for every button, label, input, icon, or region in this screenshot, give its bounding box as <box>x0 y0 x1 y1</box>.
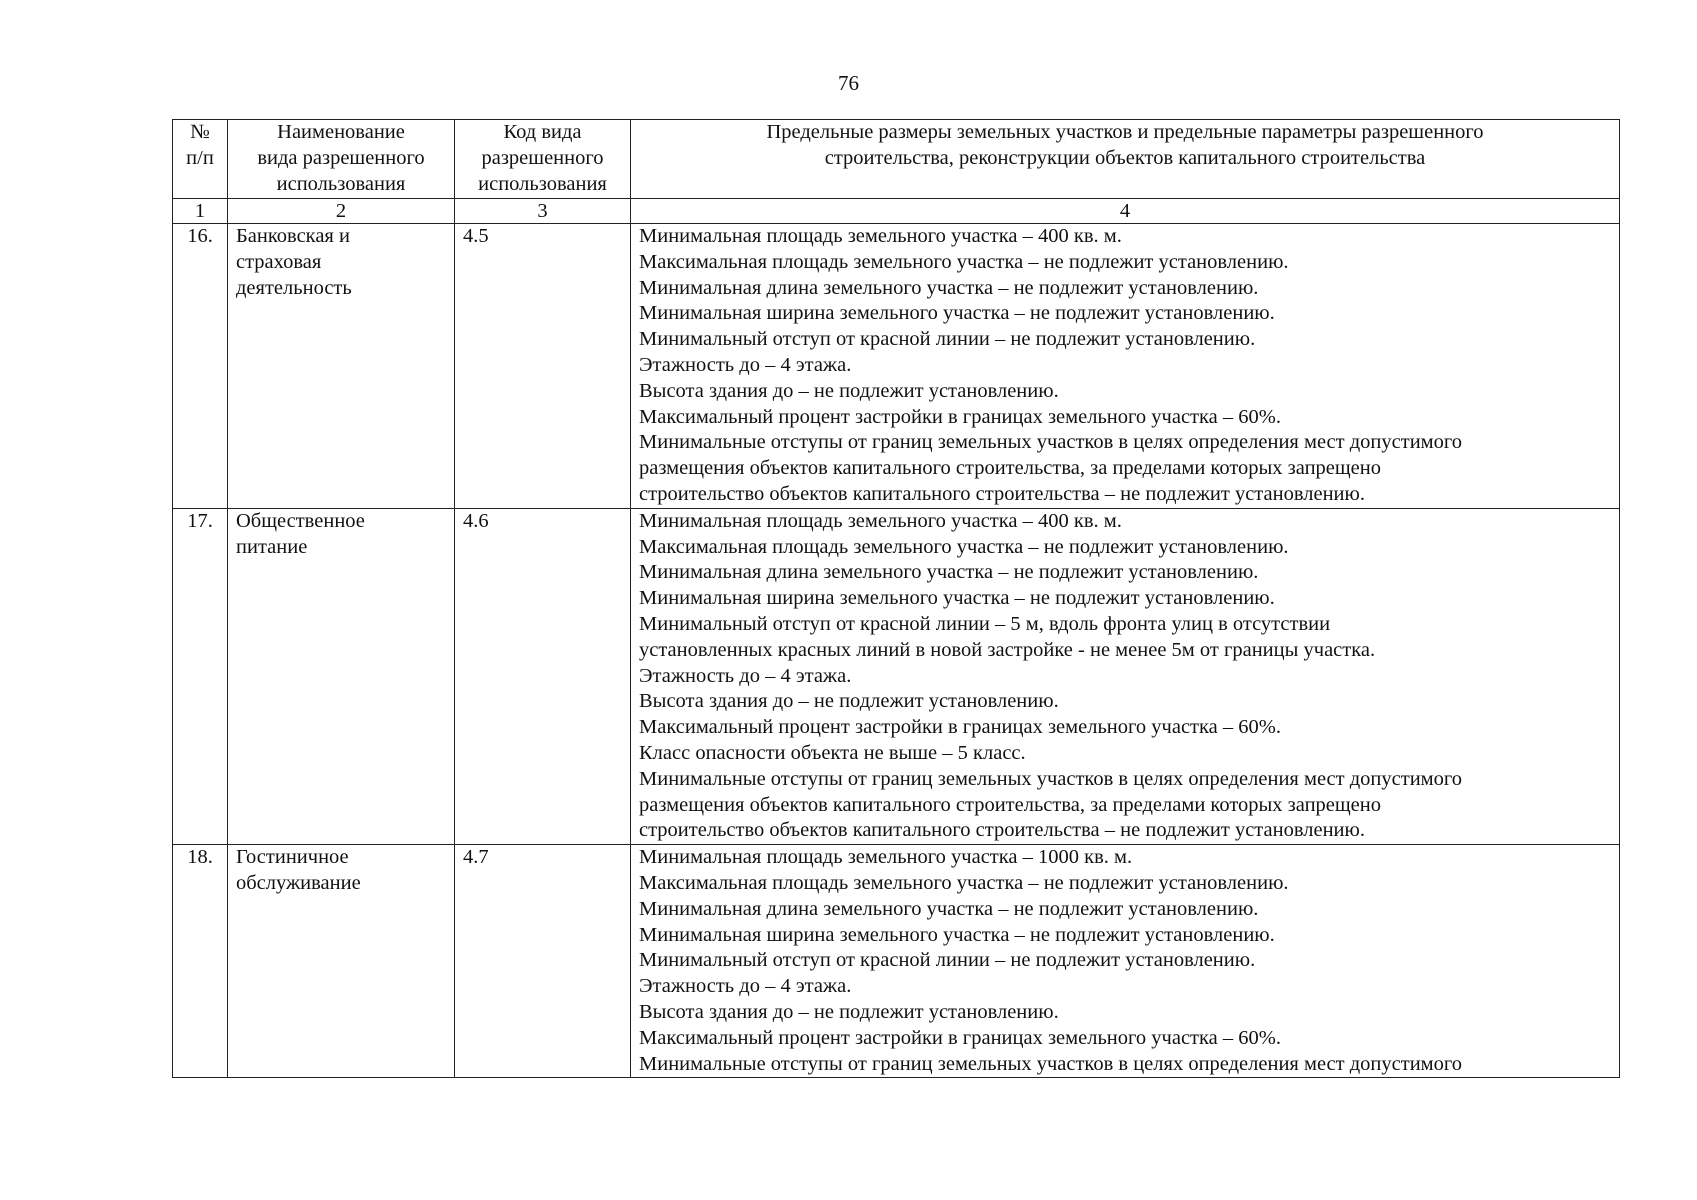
header-line: строительства, реконструкции объектов капитального строительства <box>824 146 1426 169</box>
parameter-line: Максимальная площадь земельного участка – не подлежит установлению. <box>639 535 1289 558</box>
parameter-line: Высота здания до – не подлежит установлению. <box>639 379 1059 402</box>
parameter-line: установленных красных линий в новой застройке - не менее 5м от границы участка. <box>639 638 1376 661</box>
use-name-line: обслуживание <box>236 871 361 894</box>
land-use-parameters-table <box>172 119 1620 1078</box>
header-number <box>173 120 228 199</box>
parameters-cell <box>631 845 1620 1078</box>
parameter-line: Максимальный процент застройки в границах земельного участка – 60%. <box>639 716 1281 739</box>
use-name-line: страховая <box>236 250 322 273</box>
parameter-line: размещения объектов капитального строительства, за пределами которых запрещено <box>639 793 1382 816</box>
parameter-line: Класс опасности объекта не выше – 5 класс. <box>639 741 1026 764</box>
parameters-cell <box>631 508 1620 844</box>
parameter-line: Минимальные отступы от границ земельных участков в целях определения мест допустимого <box>639 431 1463 454</box>
table-row <box>173 508 1620 844</box>
parameter-line: Максимальная площадь земельного участка – не подлежит установлению. <box>639 871 1289 894</box>
use-name-line: деятельность <box>236 276 352 299</box>
parameter-line: Максимальный процент застройки в границах земельного участка – 60%. <box>639 405 1281 428</box>
header-line: п/п <box>186 146 214 169</box>
column-number: 2 <box>228 199 455 224</box>
parameter-line: Минимальная ширина земельного участка – не подлежит установлению. <box>639 923 1275 946</box>
parameter-line: Максимальный процент застройки в границах земельного участка – 60%. <box>639 1026 1281 1049</box>
parameter-line: Минимальная ширина земельного участка – не подлежит установлению. <box>639 587 1275 610</box>
parameter-line: Минимальная площадь земельного участка – 400 кв. м. <box>639 509 1122 532</box>
parameter-line: Этажность до – 4 этажа. <box>639 664 852 687</box>
column-number: 4 <box>631 199 1620 224</box>
use-name-line: Общественное <box>236 509 365 532</box>
parameter-line: размещения объектов капитального строительства, за пределами которых запрещено <box>639 457 1382 480</box>
parameter-line: Минимальная длина земельного участка – не подлежит установлению. <box>639 276 1259 299</box>
header-parameters <box>631 120 1620 199</box>
parameter-line: Этажность до – 4 этажа. <box>639 975 852 998</box>
use-name-cell <box>228 224 455 509</box>
header-use-code <box>455 120 631 199</box>
parameter-line: Минимальные отступы от границ земельных участков в целях определения мест допустимого <box>639 767 1463 790</box>
column-number: 3 <box>455 199 631 224</box>
parameter-line: Максимальная площадь земельного участка – не подлежит установлению. <box>639 250 1289 273</box>
header-line: № <box>190 121 210 143</box>
use-code-cell: 4.5 <box>455 224 631 509</box>
parameter-line: строительство объектов капитального строительства – не подлежит установлению. <box>639 482 1365 505</box>
parameter-line: Минимальный отступ от красной линии – не подлежит установлению. <box>639 328 1256 351</box>
table-row <box>173 845 1620 1078</box>
parameter-line: строительство объектов капитального строительства – не подлежит установлению. <box>639 819 1365 842</box>
header-line: Предельные размеры земельных участков и предельные параметры разрешенного <box>766 121 1484 143</box>
use-name-cell <box>228 845 455 1078</box>
parameter-line: Минимальные отступы от границ земельных участков в целях определения мест допустимого <box>639 1052 1463 1075</box>
column-number: 1 <box>173 199 228 224</box>
parameter-line: Минимальный отступ от красной линии – 5 м, вдоль фронта улиц в отсутствии <box>639 612 1331 635</box>
parameter-line: Минимальная длина земельного участка – не подлежит установлению. <box>639 561 1259 584</box>
parameter-line: Минимальная ширина земельного участка – не подлежит установлению. <box>639 302 1275 325</box>
header-line: использования <box>478 172 607 195</box>
use-name-line: питание <box>236 535 308 558</box>
header-line: вида разрешенного <box>257 146 425 169</box>
parameter-line: Минимальный отступ от красной линии – не подлежит установлению. <box>639 949 1256 972</box>
row-number: 17. <box>173 508 228 844</box>
use-name-cell <box>228 508 455 844</box>
header-line: Наименование <box>277 121 405 143</box>
column-number-row <box>173 199 1620 224</box>
parameter-line: Этажность до – 4 этажа. <box>639 353 852 376</box>
page-number: 76 <box>838 71 859 95</box>
parameter-line: Высота здания до – не подлежит установлению. <box>639 690 1059 713</box>
parameter-line: Минимальная площадь земельного участка – 1000 кв. м. <box>639 846 1133 869</box>
header-use-name <box>228 120 455 199</box>
parameter-line: Минимальная длина земельного участка – не подлежит установлению. <box>639 897 1259 920</box>
use-name-line: Банковская и <box>236 225 350 247</box>
parameter-line: Высота здания до – не подлежит установлению. <box>639 1000 1059 1023</box>
header-line: Код вида <box>503 121 582 143</box>
row-number: 16. <box>173 224 228 509</box>
header-line: разрешенного <box>481 146 604 169</box>
use-code-cell: 4.7 <box>455 845 631 1078</box>
parameters-cell <box>631 224 1620 509</box>
row-number: 18. <box>173 845 228 1078</box>
header-row <box>173 120 1620 199</box>
table-row <box>173 224 1620 509</box>
use-name-line: Гостиничное <box>236 846 349 869</box>
use-code-cell: 4.6 <box>455 508 631 844</box>
parameter-line: Минимальная площадь земельного участка – 400 кв. м. <box>639 225 1122 247</box>
header-line: использования <box>276 172 406 195</box>
